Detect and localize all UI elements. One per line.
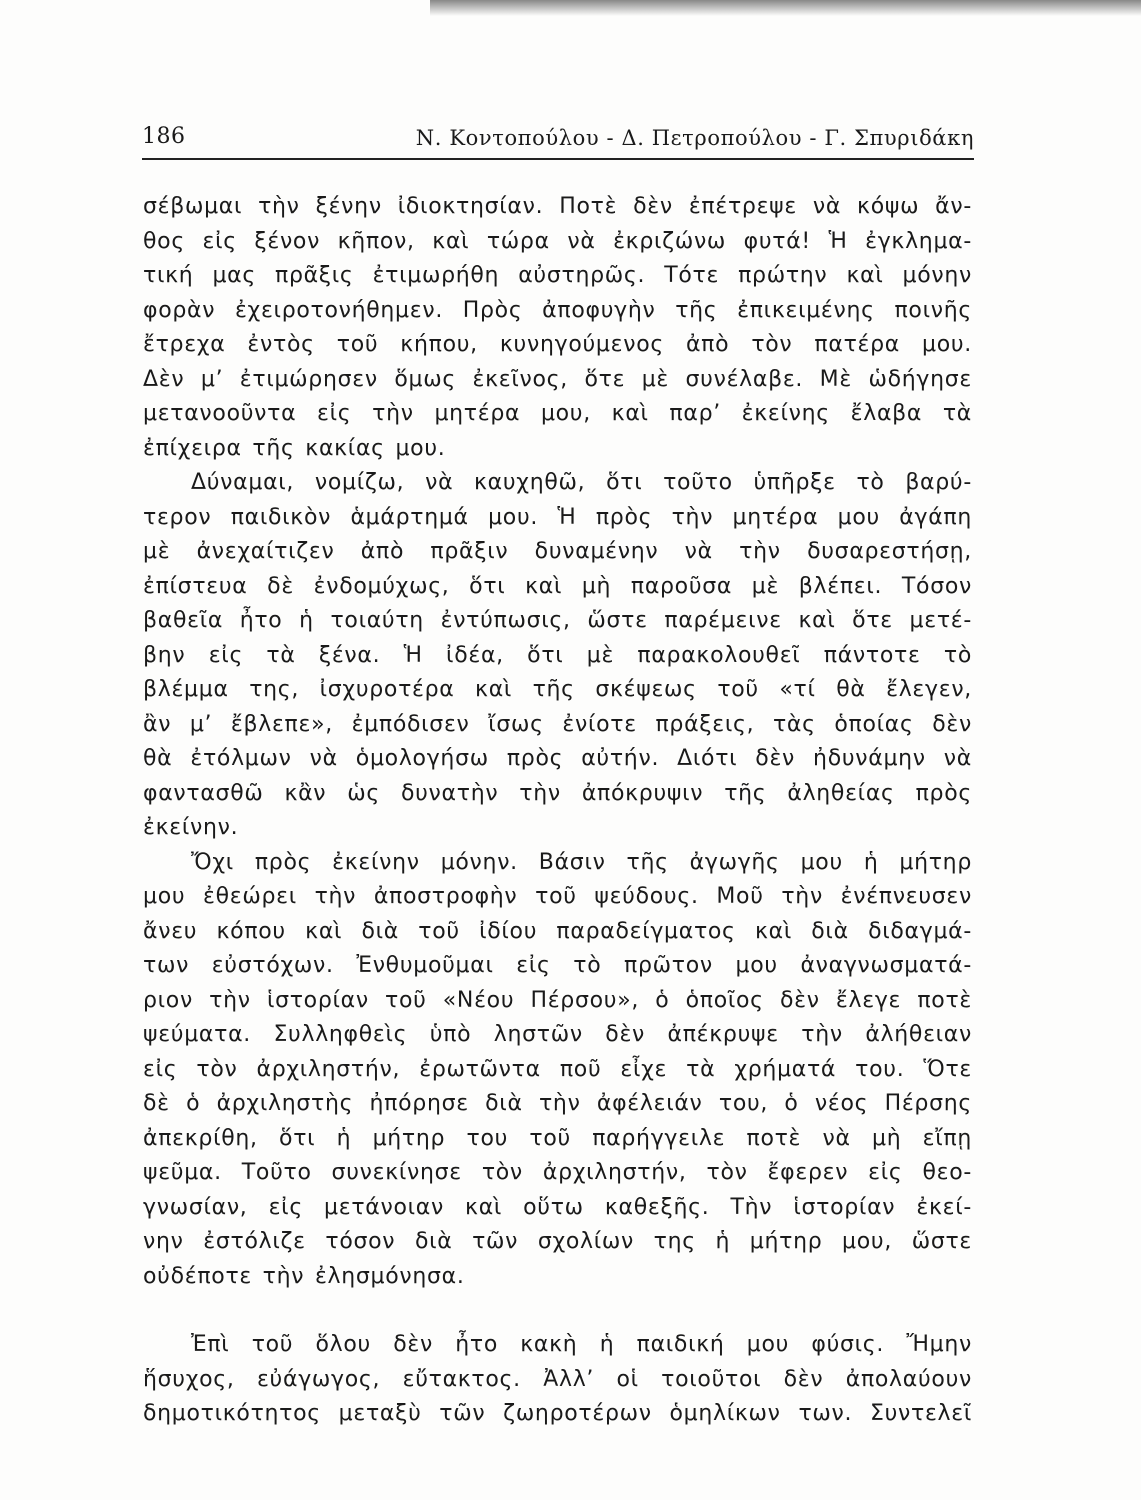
text-line: ἄνευ κόπου καὶ διὰ τοῦ ἰδίου παραδείγματος καὶ διὰ διδαγμά- <box>143 918 972 944</box>
text-line: ἥσυχος, εὐάγωγος, εὔτακτος. Ἀλλ’ οἱ τοιοῦτοι δὲν ἀπολαύουν <box>143 1366 972 1392</box>
text-line: φορὰν ἐχειροτονήθημεν. Πρὸς ἀποφυγὴν τῆς ἐπικειμένης ποινῆς <box>143 297 972 323</box>
text-line: θὰ ἐτόλμων νὰ ὁμολογήσω πρὸς αὐτήν. Διότι δὲν ἠδυνάμην νὰ <box>143 746 972 771</box>
page-header <box>142 122 974 160</box>
text-line: εἰς τὸν ἀρχιληστήν, ἐρωτῶντα ποῦ εἶχε τὰ χρήματά του. Ὅτε <box>143 1056 972 1082</box>
text-line: ψεῦμα. Τοῦτο συνεκίνησε τὸν ἀρχιληστήν, τὸν ἔφερεν εἰς θεο- <box>143 1160 972 1185</box>
text-line: θος εἰς ξένον κῆπον, καὶ τώρα νὰ ἐκριζώνω φυτά! Ἡ ἐγκλημα- <box>143 228 972 254</box>
text-line: βην εἰς τὰ ξένα. Ἡ ἰδέα, ὅτι μὲ παρακολουθεῖ πάντοτε τὸ <box>143 642 972 668</box>
text-line: μὲ ἀνεχαίτιζεν ἀπὸ πρᾶξιν δυναμένην νὰ τὴν δυσαρεστήσῃ, <box>143 539 972 564</box>
text-line: μετανοοῦντα εἰς τὴν μητέρα μου, καὶ παρ’ ἐκείνης ἔλαβα τὰ <box>143 401 972 426</box>
text-line: Ὄχι πρὸς ἐκείνην μόνην. Βάσιν τῆς ἀγωγῆς μου ἡ μήτηρ <box>191 849 972 875</box>
text-line: βλέμμα της, ἰσχυροτέρα καὶ τῆς σκέψεως τοῦ «τί θὰ ἔλεγεν, <box>143 677 972 702</box>
running-head-authors: Ν. Κοντοπούλου - Δ. Πετροπούλου - Γ. Σπυριδάκη <box>415 126 974 150</box>
text-line: Ἐπὶ τοῦ ὅλου δὲν ἦτο κακὴ ἡ παιδική μου φύσις. Ἤμην <box>191 1332 972 1357</box>
text-line: Δὲν μ’ ἐτιμώρησεν ὅμως ἐκεῖνος, ὅτε μὲ συνέλαβε. Μὲ ὡδήγησε <box>143 366 972 392</box>
text-line: δὲ ὁ ἀρχιληστὴς ἠπόρησε διὰ τὴν ἀφέλειάν του, ὁ νέος Πέρσης <box>143 1091 972 1116</box>
body-text <box>143 190 972 1432</box>
text-line: ριον τὴν ἱστορίαν τοῦ «Νέου Πέρσου», ὁ ὁποῖος δὲν ἔλεγε ποτὲ <box>143 987 972 1013</box>
text-line: ἀπεκρίθη, ὅτι ἡ μήτηρ του τοῦ παρήγγειλε ποτὲ νὰ μὴ εἴπῃ <box>143 1125 972 1151</box>
text-line: ἂν μ’ ἔβλεπε», ἐμπόδισεν ἴσως ἐνίοτε πράξεις, τὰς ὁποίας δὲν <box>143 711 972 737</box>
text-line: μου ἐθεώρει τὴν ἀποστροφὴν τοῦ ψεύδους. Μοῦ τὴν ἐνέπνευσεν <box>143 884 972 909</box>
scan-edge-shadow <box>430 0 1141 16</box>
text-line: των εὐστόχων. Ἐνθυμοῦμαι εἰς τὸ πρῶτον μου ἀναγνωσματά- <box>143 953 972 978</box>
text-line: ἐπίστευα δὲ ἐνδομύχως, ὅτι καὶ μὴ παροῦσα μὲ βλέπει. Τόσον <box>143 573 972 599</box>
text-line: δημοτικότητος μεταξὺ τῶν ζωηροτέρων ὁμηλίκων των. Συντελεῖ <box>143 1401 972 1426</box>
page-number: 186 <box>142 124 186 149</box>
text-line: ἐκείνην. <box>143 815 239 840</box>
text-line: ἔτρεχα ἐντὸς τοῦ κήπου, κυνηγούμενος ἀπὸ τὸν πατέρα μου. <box>143 332 972 357</box>
text-line: Δύναμαι, νομίζω, νὰ καυχηθῶ, ὅτι τοῦτο ὑπῆρξε τὸ βαρύ- <box>191 470 972 495</box>
text-line: τική μας πρᾶξις ἐτιμωρήθη αὐστηρῶς. Τότε πρώτην καὶ μόνην <box>143 263 972 288</box>
text-line: γνωσίαν, εἰς μετάνοιαν καὶ οὕτω καθεξῆς. Τὴν ἱστορίαν ἐκεί- <box>143 1194 972 1220</box>
text-line: ἐπίχειρα τῆς κακίας μου. <box>143 435 446 461</box>
text-line: νην ἐστόλιζε τόσον διὰ τῶν σχολίων της ἡ μήτηρ μου, ὥστε <box>143 1229 972 1254</box>
text-line: σέβωμαι τὴν ξένην ἰδιοκτησίαν. Ποτὲ δὲν ἐπέτρεψε νὰ κόψω ἄν- <box>143 194 972 219</box>
text-line: ψεύματα. Συλληφθεὶς ὑπὸ ληστῶν δὲν ἀπέκρυψε τὴν ἀλήθειαν <box>143 1022 972 1047</box>
text-line: φαντασθῶ κἂν ὡς δυνατὴν τὴν ἀπόκρυψιν τῆς ἀληθείας πρὸς <box>143 780 972 806</box>
text-line: οὐδέποτε τὴν ἐλησμόνησα. <box>143 1263 465 1289</box>
text-line: βαθεῖα ἦτο ἡ τοιαύτη ἐντύπωσις, ὥστε παρέμεινε καὶ ὅτε μετέ- <box>143 608 972 633</box>
text-line: τερον παιδικὸν ἁμάρτημά μου. Ἡ πρὸς τὴν μητέρα μου ἀγάπη <box>143 504 972 530</box>
section-break <box>143 1294 972 1328</box>
